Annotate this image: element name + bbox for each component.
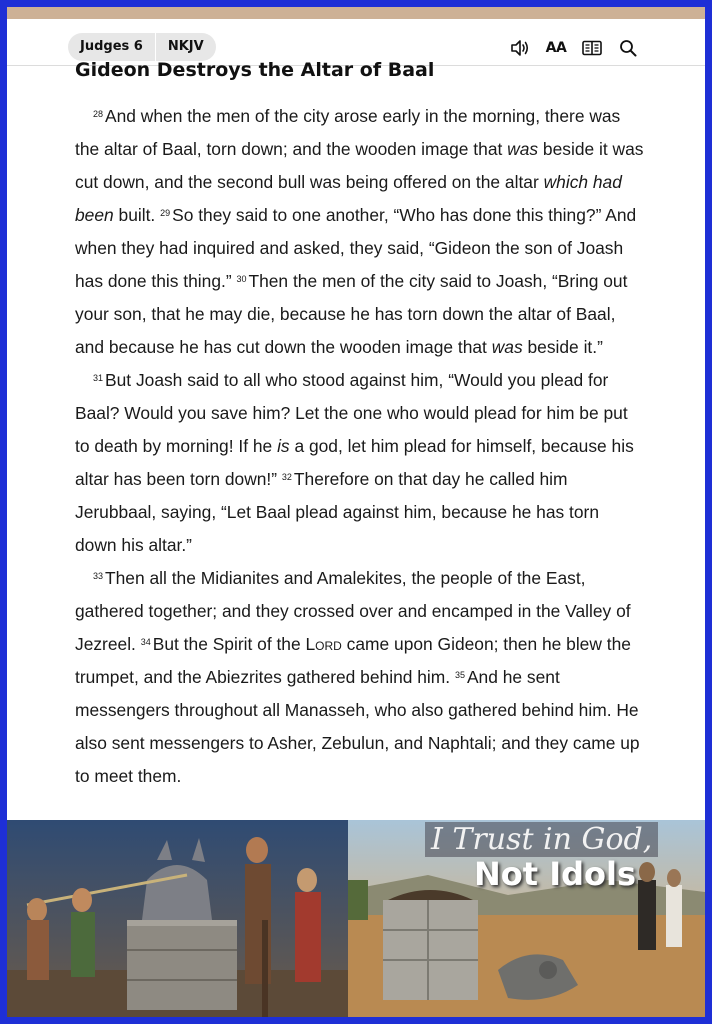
banner-subtitle: Not Idols [474, 855, 637, 893]
paragraph [75, 100, 645, 364]
top-strip [7, 7, 705, 19]
verse-number[interactable]: 30 [236, 274, 247, 284]
book-chapter-button[interactable]: Judges 6 [80, 39, 143, 54]
verse-text: But the Spirit of the [152, 634, 306, 654]
verse-number[interactable]: 32 [281, 472, 292, 482]
paragraph [75, 364, 645, 562]
paragraph [75, 562, 645, 793]
verse-text: came upon Gideon; then he blew the trumpet, and the Abiezrites gathered behind him. [75, 634, 631, 687]
verse-text: built. [113, 205, 161, 225]
verse-text: Then all the Midianites and Amalekites, the people of the East, gathered together; and they crossed over and encamped in the Valley of Jezreel. [75, 568, 631, 654]
speaker-icon[interactable] [509, 37, 531, 59]
reference-pill [68, 33, 216, 61]
italic-text: was [507, 139, 539, 159]
verse-text: beside it.” [522, 337, 603, 357]
scripture-text [75, 100, 645, 793]
italic-text: was [491, 337, 523, 357]
verse-text: And he sent messengers throughout all Manasseh, who also gathered behind him. He also sent messengers to Asher, Zebulun, and Naphtali; and they came up to meet them. [75, 667, 640, 786]
altar-destruction-illustration [7, 820, 348, 1017]
verse-number[interactable]: 29 [160, 208, 171, 218]
verse-number[interactable]: 31 [93, 373, 104, 383]
verse-number[interactable]: 33 [93, 571, 104, 581]
divine-name: Lord [305, 634, 342, 654]
reader-window [7, 7, 705, 1017]
search-icon[interactable] [617, 37, 639, 59]
section-heading: Gideon Destroys the Altar of Baal [75, 59, 435, 81]
verse-text: Then the men of the city said to Joash, “Bring out your son, that he may die, because he has torn down the altar of Baal, and because he has cut down the wooden image that [75, 271, 628, 357]
verse-text: beside it was cut down, and the second bull was being offered on the altar [75, 139, 644, 192]
font-size-icon[interactable]: AA [545, 40, 567, 56]
italic-text: which had been [75, 172, 622, 225]
verse-number[interactable]: 35 [454, 670, 465, 680]
book-icon[interactable] [581, 37, 603, 59]
italic-text: is [277, 436, 290, 456]
toolbar-actions [509, 37, 639, 59]
version-button[interactable]: NKJV [167, 39, 204, 54]
verse-text: So they said to one another, “Who has done this thing?” And when they had inquired and asked, they said, “Gideon the son of Joash has done this thing.” [75, 205, 637, 291]
verse-text: Therefore on that day he called him Jerubbaal, saying, “Let Baal plead against him, because he has torn down his altar.” [75, 469, 599, 555]
verse-number[interactable]: 34 [140, 637, 151, 647]
verse-number[interactable]: 28 [93, 109, 104, 119]
verse-text: a god, let him plead for himself, because his altar has been torn down!” [75, 436, 634, 489]
verse-text: But Joash said to all who stood against him, “Would you plead for Baal? Would you save him? Let the one who would plead for him be put to death by morning! If he [75, 370, 628, 456]
banner-title: I Trust in God, [425, 822, 658, 857]
verse-text: And when the men of the city arose early in the morning, there was the altar of Baal, torn down; and the wooden image that [75, 106, 621, 159]
